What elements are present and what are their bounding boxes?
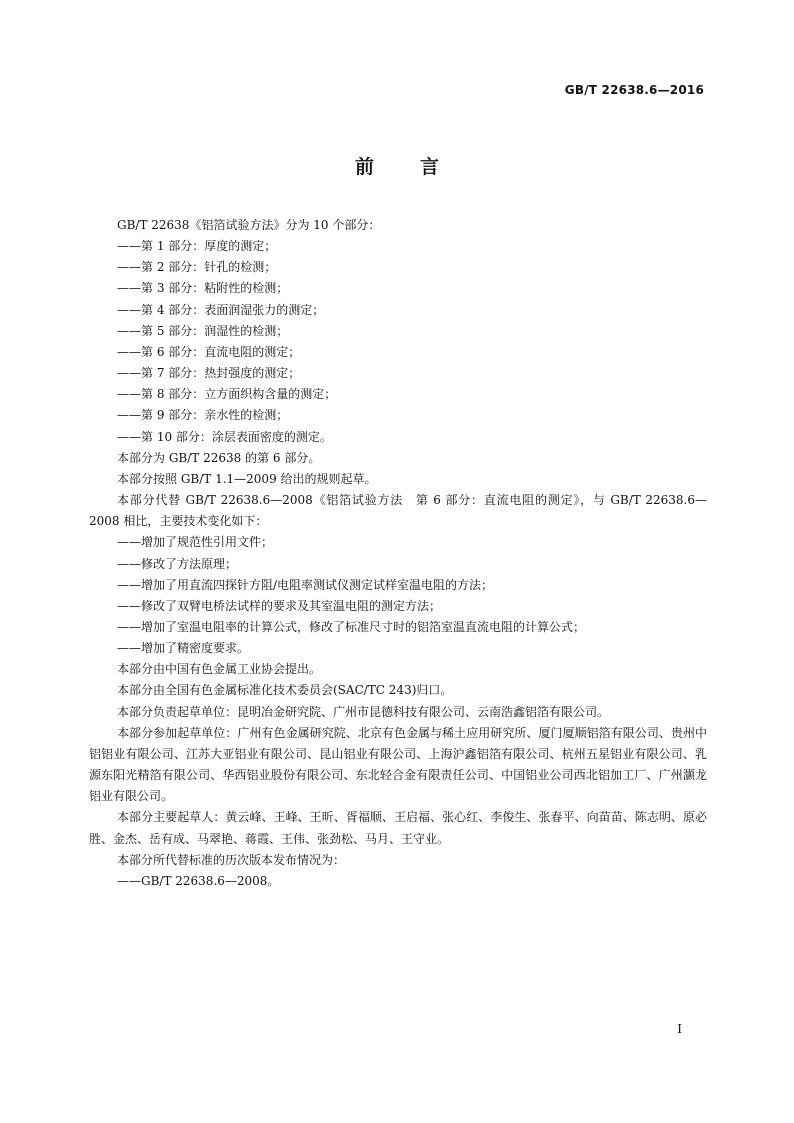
preface-paragraph: 本部分由全国有色金属标准化技术委员会(SAC/TC 243)归口。 [117,683,453,698]
preface-paragraph: ——第 7 部分：热封强度的测定； [117,366,301,381]
preface-paragraph: 本部分由中国有色金属工业协会提出。 [117,662,322,677]
preface-paragraph: ——增加了室温电阻率的计算公式，修改了标准尺寸时的铝箔室温直流电阻的计算公式； [117,619,586,634]
preface-paragraph: ——第 4 部分：表面润湿张力的测定； [117,302,325,317]
preface-paragraph: ——第 10 部分：涂层表面密度的测定。 [117,429,332,444]
preface-paragraph: ——第 2 部分：针孔的检测； [117,260,277,275]
preface-paragraph: ——第 1 部分：厚度的测定； [117,239,277,254]
preface-paragraph: ——增加了精密度要求。 [117,641,250,656]
preface-paragraph: ——第 9 部分：亲水性的检测； [117,408,289,423]
preface-paragraph: 本部分代替 GB/T 22638.6—2008《铝箔试验方法 第 6 部分：直流电阻的测定》，与 GB/T 22638.6—2008 相比，主要技术变化如下： [89,493,707,529]
page-title: 前言 [354,156,485,178]
preface-paragraph: ——第 8 部分：立方面织构含量的测定； [117,387,337,402]
standard-number: GB/T 22638.6—2016 [564,83,704,97]
preface-paragraph: 本部分负责起草单位：昆明冶金研究院、广州市昆德科技有限公司、云南浩鑫铝箔有限公司。 [117,704,610,719]
preface-paragraph: ——增加了规范性引用文件； [117,535,274,550]
preface-paragraph: ——第 3 部分：粘附性的检测； [117,281,289,296]
preface-paragraph: 本部分主要起草人：黄云峰、王峰、王昕、胥福顺、王启福、张心红、李俊生、张春平、向苗苗、陈志明、原必胜、金杰、岳有成、马翠艳、蒋霞、王伟、张劲松、马月、王守业。 [89,810,707,846]
page-number: I [677,1022,682,1036]
preface-paragraph: 本部分所代替标准的历次版本发布情况为： [117,852,346,867]
preface-paragraph: 本部分为 GB/T 22638 的第 6 部分。 [117,450,321,465]
preface-paragraph: ——第 6 部分：直流电阻的测定； [117,344,301,359]
preface-paragraph: ——GB/T 22638.6—2008。 [117,873,280,888]
preface-paragraph: ——第 5 部分：润湿性的检测； [117,323,289,338]
preface-paragraph: ——修改了双臂电桥法试样的要求及其室温电阻的测定方法； [117,598,442,613]
preface-paragraph: ——增加了用直流四探针方阻/电阻率测试仪测定试样室温电阻的方法； [117,577,494,592]
preface-paragraph: ——修改了方法原理； [117,556,238,571]
preface-paragraph: 本部分按照 GB/T 1.1—2009 给出的规则起草。 [117,471,377,486]
preface-paragraph: 本部分参加起草单位：广州有色金属研究院、北京有色金属与稀土应用研究所、厦门厦顺铝箔有限公司、贵州中铝铝业有限公司、江苏大亚铝业有限公司、昆山铝业有限公司、上海沪鑫铝箔有限公司、杭州五星铝业有限公司、乳源东阳光精箔有限公司、华西铝业股份有限公司、东北轻合金有限责任公司、中国铝业公司西北铝加工厂、广州灏龙铝业有限公司。 [89,725,707,804]
preface-paragraph: GB/T 22638《铝箔试验方法》分为 10 个部分： [117,218,381,232]
preface-body [89,215,707,892]
